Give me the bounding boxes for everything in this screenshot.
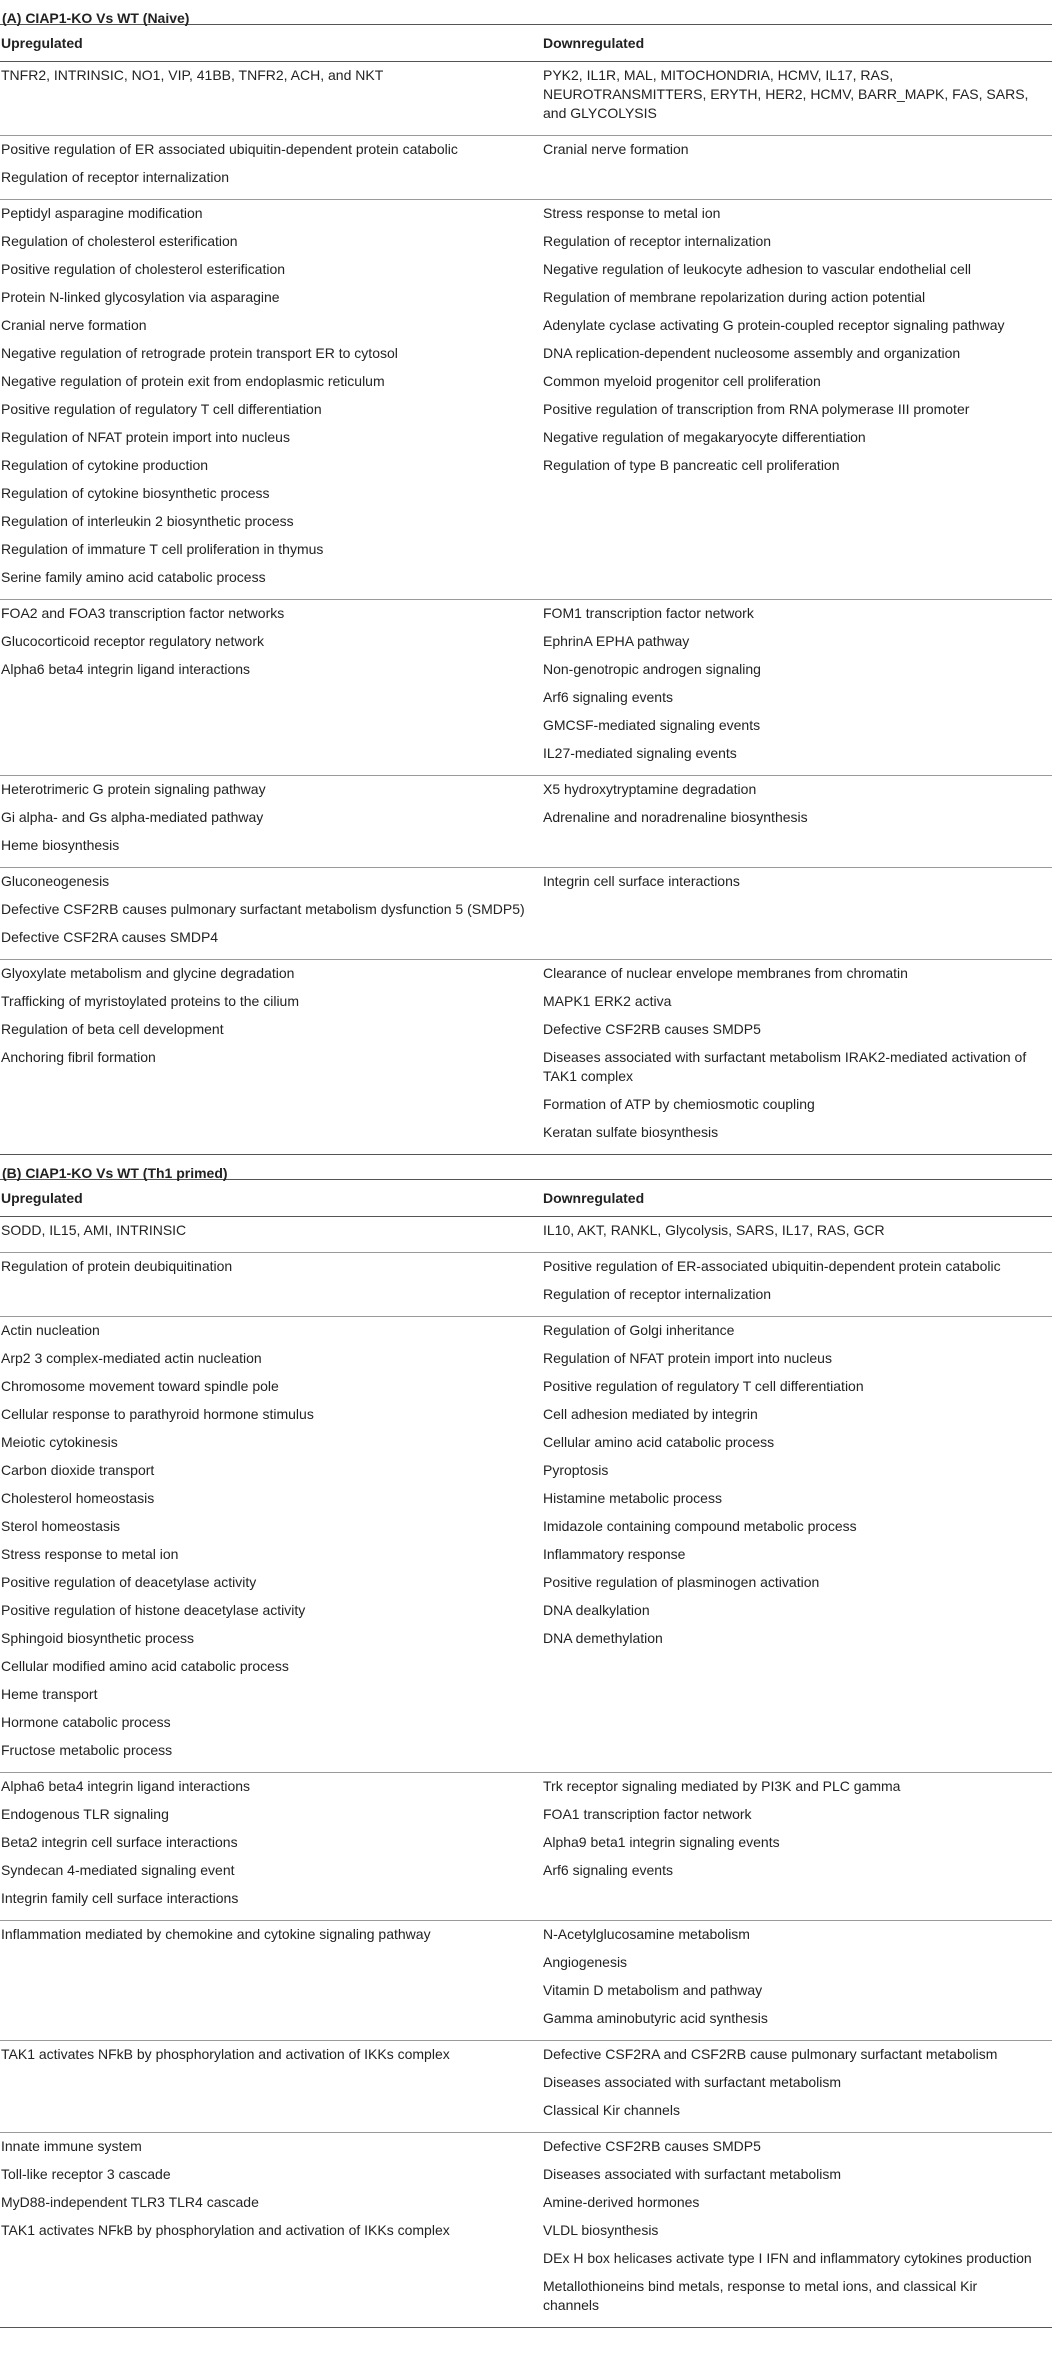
- table-row-group: [0, 2133, 1052, 2328]
- pathway-term: Inflammatory response: [543, 1546, 686, 1562]
- pathway-term: PYK2, IL1R, MAL, MITOCHONDRIA, HCMV, IL17, RAS, NEUROTRANSMITTERS, ERYTH, HER2, HCMV, BARR_MAPK, FAS, SARS, and GLYCOLYSIS: [543, 67, 1029, 121]
- downregulated-cell: [543, 2045, 1052, 2129]
- pathway-term: IL27-mediated signaling events: [543, 745, 737, 761]
- table-row-group: [0, 776, 1052, 868]
- pathway-term: Innate immune system: [1, 2138, 142, 2154]
- table-row-group: [0, 136, 1052, 200]
- pathway-term: Regulation of Golgi inheritance: [543, 1322, 735, 1338]
- pathway-term: Beta2 integrin cell surface interactions: [1, 1834, 238, 1850]
- pathway-term: Regulation of immature T cell proliferation in thymus: [1, 541, 324, 557]
- pathway-term: TNFR2, INTRINSIC, NO1, VIP, 41BB, TNFR2, ACH, and NKT: [1, 67, 384, 83]
- pathway-term: Integrin cell surface interactions: [543, 873, 740, 889]
- pathway-term: Metallothioneins bind metals, response to metal ions, and classical Kir channels: [543, 2278, 978, 2313]
- pathway-term: Gluconeogenesis: [1, 873, 110, 889]
- pathway-term: Gi alpha- and Gs alpha-mediated pathway: [1, 809, 264, 825]
- pathway-term: Regulation of protein deubiquitination: [1, 1258, 233, 1274]
- pathway-term: Defective CSF2RB causes SMDP5: [543, 1021, 761, 1037]
- pathway-term: Regulation of receptor internalization: [543, 233, 772, 249]
- pathway-term: Meiotic cytokinesis: [1, 1434, 118, 1450]
- pathway-term: Trk receptor signaling mediated by PI3K and PLC gamma: [543, 1778, 901, 1794]
- upregulated-cell: [0, 1321, 543, 1769]
- table-row-group: [0, 1217, 1052, 1253]
- pathway-term: Positive regulation of deacetylase activity: [1, 1574, 257, 1590]
- pathway-term: Regulation of cholesterol esterification: [1, 233, 238, 249]
- table-row-group: [0, 200, 1052, 600]
- pathway-term: Negative regulation of protein exit from endoplasmic reticulum: [1, 373, 385, 389]
- downregulated-cell: [543, 604, 1052, 772]
- pathway-term: Serine family amino acid catabolic process: [1, 569, 266, 585]
- pathway-term: Regulation of interleukin 2 biosynthetic process: [1, 513, 294, 529]
- pathway-term: Stress response to metal ion: [1, 1546, 179, 1562]
- pathway-term: Non-genotropic androgen signaling: [543, 661, 761, 677]
- upregulated-cell: [0, 1221, 543, 1249]
- pathway-term: Vitamin D metabolism and pathway: [543, 1982, 763, 1998]
- table-section: [0, 1155, 1052, 2328]
- downregulated-cell: [543, 2137, 1052, 2324]
- pathway-term: Defective CSF2RA and CSF2RB cause pulmonary surfactant metabolism: [543, 2046, 998, 2062]
- column-header-upregulated: Upregulated: [1, 35, 83, 51]
- pathway-term: Pyroptosis: [543, 1462, 609, 1478]
- pathway-term: Defective CSF2RB causes pulmonary surfactant metabolism dysfunction 5 (SMDP5): [1, 901, 525, 917]
- pathway-term: VLDL biosynthesis: [543, 2222, 659, 2238]
- table-row-group: [0, 1317, 1052, 1773]
- pathway-term: Cellular modified amino acid catabolic process: [1, 1658, 289, 1674]
- pathway-term: Stress response to metal ion: [543, 205, 721, 221]
- pathway-term: Syndecan 4-mediated signaling event: [1, 1862, 235, 1878]
- pathway-term: Alpha9 beta1 integrin signaling events: [543, 1834, 780, 1850]
- upregulated-cell: [0, 1925, 543, 2037]
- pathway-term: FOA2 and FOA3 transcription factor networks: [1, 605, 285, 621]
- pathway-term: Cranial nerve formation: [1, 317, 147, 333]
- upregulated-cell: [0, 604, 543, 772]
- pathway-term: Regulation of NFAT protein import into nucleus: [543, 1350, 832, 1366]
- pathway-term: Formation of ATP by chemiosmotic coupling: [543, 1096, 815, 1112]
- pathway-term: Negative regulation of leukocyte adhesion to vascular endothelial cell: [543, 261, 972, 277]
- downregulated-cell: [543, 1777, 1052, 1917]
- table-row-group: [0, 1773, 1052, 1921]
- column-header-downregulated: Downregulated: [543, 35, 645, 51]
- pathway-term: DNA dealkylation: [543, 1602, 650, 1618]
- pathway-term: Protein N-linked glycosylation via asparagine: [1, 289, 280, 305]
- pathway-term: Negative regulation of retrograde protein transport ER to cytosol: [1, 345, 398, 361]
- pathway-term: DNA replication-dependent nucleosome assembly and organization: [543, 345, 961, 361]
- pathway-term: Regulation of cytokine biosynthetic process: [1, 485, 270, 501]
- section-title: (A) CIAP1-KO Vs WT (Naive): [0, 0, 1052, 25]
- pathway-term: Negative regulation of megakaryocyte differentiation: [543, 429, 866, 445]
- pathway-term: Gamma aminobutyric acid synthesis: [543, 2010, 768, 2026]
- table-section: [0, 0, 1052, 1155]
- pathway-term: Actin nucleation: [1, 1322, 100, 1338]
- pathway-term: Histamine metabolic process: [543, 1490, 722, 1506]
- pathway-term: Positive regulation of histone deacetylase activity: [1, 1602, 306, 1618]
- pathway-term: IL10, AKT, RANKL, Glycolysis, SARS, IL17, RAS, GCR: [543, 1222, 885, 1238]
- downregulated-cell: [543, 872, 1052, 956]
- upregulated-cell: [0, 2137, 543, 2324]
- table-row-group: [0, 600, 1052, 776]
- downregulated-cell: [543, 140, 1052, 196]
- pathway-term: Positive regulation of cholesterol esterification: [1, 261, 286, 277]
- pathway-term: Adrenaline and noradrenaline biosynthesis: [543, 809, 808, 825]
- pathway-term: Heme biosynthesis: [1, 837, 120, 853]
- column-header-downregulated: Downregulated: [543, 1190, 645, 1206]
- pathway-term: Endogenous TLR signaling: [1, 1806, 169, 1822]
- pathway-term: FOA1 transcription factor network: [543, 1806, 752, 1822]
- pathway-term: Diseases associated with surfactant metabolism: [543, 2074, 842, 2090]
- upregulated-cell: [0, 204, 543, 596]
- pathway-term: Sphingoid biosynthetic process: [1, 1630, 195, 1646]
- pathway-term: Regulation of membrane repolarization during action potential: [543, 289, 926, 305]
- pathway-term: SODD, IL15, AMI, INTRINSIC: [1, 1222, 187, 1238]
- upregulated-cell: [0, 1257, 543, 1313]
- table-row-group: [0, 1921, 1052, 2041]
- upregulated-cell: [0, 66, 543, 132]
- pathway-term: Arf6 signaling events: [543, 689, 673, 705]
- pathway-term: Glyoxylate metabolism and glycine degradation: [1, 965, 295, 981]
- pathway-term: Defective CSF2RB causes SMDP5: [543, 2138, 761, 2154]
- pathway-term: Positive regulation of ER associated ubiquitin-dependent protein catabolic: [1, 141, 458, 157]
- table-row-group: [0, 1253, 1052, 1317]
- pathway-term: Positive regulation of regulatory T cell differentiation: [1, 401, 322, 417]
- pathway-term: MyD88-independent TLR3 TLR4 cascade: [1, 2194, 259, 2210]
- pathway-term: Glucocorticoid receptor regulatory network: [1, 633, 265, 649]
- downregulated-cell: [543, 1257, 1052, 1313]
- table-row-group: [0, 868, 1052, 960]
- downregulated-cell: [543, 66, 1052, 132]
- pathway-term: Sterol homeostasis: [1, 1518, 121, 1534]
- table-row-group: [0, 62, 1052, 136]
- pathway-term: Clearance of nuclear envelope membranes from chromatin: [543, 965, 908, 981]
- column-header-row: [0, 1180, 1052, 1217]
- pathway-term: Hormone catabolic process: [1, 1714, 171, 1730]
- pathway-term: Defective CSF2RA causes SMDP4: [1, 929, 219, 945]
- upregulated-cell: [0, 1777, 543, 1917]
- pathway-term: GMCSF-mediated signaling events: [543, 717, 761, 733]
- pathway-term: DEx H box helicases activate type I IFN and inflammatory cytokines production: [543, 2250, 1032, 2266]
- pathway-term: Inflammation mediated by chemokine and cytokine signaling pathway: [1, 1926, 431, 1942]
- pathway-term: Positive regulation of regulatory T cell differentiation: [543, 1378, 864, 1394]
- pathway-term: Heme transport: [1, 1686, 98, 1702]
- pathway-term: MAPK1 ERK2 activa: [543, 993, 672, 1009]
- pathway-term: Alpha6 beta4 integrin ligand interactions: [1, 661, 251, 677]
- pathway-term: Cranial nerve formation: [543, 141, 689, 157]
- pathway-term: Keratan sulfate biosynthesis: [543, 1124, 719, 1140]
- downregulated-cell: [543, 964, 1052, 1151]
- pathway-term: Toll-like receptor 3 cascade: [1, 2166, 171, 2182]
- pathway-term: Regulation of NFAT protein import into nucleus: [1, 429, 290, 445]
- pathway-term: Diseases associated with surfactant metabolism IRAK2-mediated activation of TAK1 complex: [543, 1049, 1027, 1084]
- pathway-term: X5 hydroxytryptamine degradation: [543, 781, 757, 797]
- downregulated-cell: [543, 1221, 1052, 1249]
- pathway-term: Cholesterol homeostasis: [1, 1490, 155, 1506]
- column-header-upregulated: Upregulated: [1, 1190, 83, 1206]
- pathway-term: Cellular amino acid catabolic process: [543, 1434, 775, 1450]
- upregulated-cell: [0, 2045, 543, 2129]
- pathway-term: EphrinA EPHA pathway: [543, 633, 690, 649]
- table-row-group: [0, 2041, 1052, 2133]
- pathway-term: Imidazole containing compound metabolic process: [543, 1518, 857, 1534]
- pathway-term: Anchoring fibril formation: [1, 1049, 156, 1065]
- pathway-term: Regulation of beta cell development: [1, 1021, 224, 1037]
- table-row-group: [0, 960, 1052, 1155]
- upregulated-cell: [0, 780, 543, 864]
- pathway-term: Angiogenesis: [543, 1954, 628, 1970]
- downregulated-cell: [543, 1321, 1052, 1769]
- pathway-term: Heterotrimeric G protein signaling pathway: [1, 781, 266, 797]
- pathway-term: FOM1 transcription factor network: [543, 605, 754, 621]
- pathway-term: Adenylate cyclase activating G protein-coupled receptor signaling pathway: [543, 317, 1005, 333]
- pathway-term: Peptidyl asparagine modification: [1, 205, 203, 221]
- downregulated-cell: [543, 1925, 1052, 2037]
- pathway-term: Carbon dioxide transport: [1, 1462, 155, 1478]
- downregulated-cell: [543, 204, 1052, 596]
- pathway-term: Cell adhesion mediated by integrin: [543, 1406, 758, 1422]
- pathway-term: Integrin family cell surface interactions: [1, 1890, 239, 1906]
- pathway-term: Arf6 signaling events: [543, 1862, 673, 1878]
- pathway-term: Arp2 3 complex-mediated actin nucleation: [1, 1350, 262, 1366]
- pathway-term: TAK1 activates NFkB by phosphorylation and activation of IKKs complex: [1, 2046, 450, 2062]
- pathway-term: Regulation of receptor internalization: [543, 1286, 772, 1302]
- pathway-term: DNA demethylation: [543, 1630, 663, 1646]
- upregulated-cell: [0, 140, 543, 196]
- section-title: (B) CIAP1-KO Vs WT (Th1 primed): [0, 1155, 1052, 1180]
- pathway-term: Classical Kir channels: [543, 2102, 680, 2118]
- pathway-term: Chromosome movement toward spindle pole: [1, 1378, 279, 1394]
- pathway-term: Cellular response to parathyroid hormone stimulus: [1, 1406, 314, 1422]
- pathway-term: Positive regulation of transcription from RNA polymerase III promoter: [543, 401, 970, 417]
- pathway-term: Positive regulation of plasminogen activation: [543, 1574, 820, 1590]
- pathway-term: Common myeloid progenitor cell proliferation: [543, 373, 821, 389]
- pathway-term: Trafficking of myristoylated proteins to the cilium: [1, 993, 300, 1009]
- pathway-term: Regulation of type B pancreatic cell proliferation: [543, 457, 840, 473]
- upregulated-cell: [0, 872, 543, 956]
- upregulated-cell: [0, 964, 543, 1151]
- pathway-term: Diseases associated with surfactant metabolism: [543, 2166, 842, 2182]
- pathway-term: Fructose metabolic process: [1, 1742, 173, 1758]
- pathway-term: TAK1 activates NFkB by phosphorylation and activation of IKKs complex: [1, 2222, 450, 2238]
- pathway-term: Alpha6 beta4 integrin ligand interactions: [1, 1778, 251, 1794]
- pathway-term: N-Acetylglucosamine metabolism: [543, 1926, 750, 1942]
- downregulated-cell: [543, 780, 1052, 864]
- column-header-row: [0, 25, 1052, 62]
- pathway-term: Regulation of receptor internalization: [1, 169, 230, 185]
- pathway-term: Regulation of cytokine production: [1, 457, 209, 473]
- pathway-term: Amine-derived hormones: [543, 2194, 700, 2210]
- pathway-term: Positive regulation of ER-associated ubiquitin-dependent protein catabolic: [543, 1258, 1001, 1274]
